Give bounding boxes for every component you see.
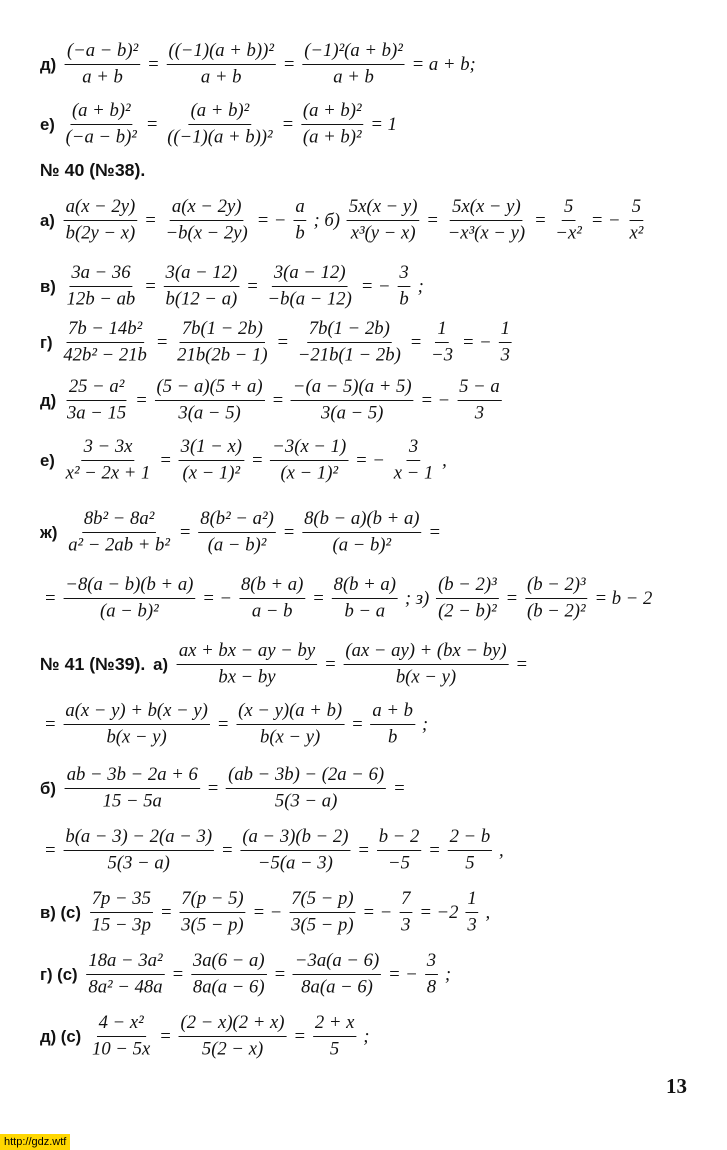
fraction xyxy=(64,100,139,148)
fraction xyxy=(448,826,493,874)
item-label: в) (с) xyxy=(40,902,81,922)
numerator: 7(p − 5) xyxy=(179,888,245,913)
denominator: 3a − 15 xyxy=(66,402,127,424)
numerator: a(x − y) + b(x − y) xyxy=(63,700,209,725)
fraction xyxy=(499,318,512,366)
fraction xyxy=(239,574,305,622)
fraction xyxy=(65,764,200,812)
numerator: (−1)²(a + b)² xyxy=(302,40,405,65)
denominator: −5(a − 3) xyxy=(257,852,333,874)
operator: ; xyxy=(417,275,424,297)
equation-line xyxy=(40,574,715,622)
fraction xyxy=(293,196,306,244)
numerator: 7(5 − p) xyxy=(289,888,355,913)
fraction xyxy=(198,508,275,556)
operator: = xyxy=(350,713,364,735)
operator: = − xyxy=(420,389,451,411)
fraction xyxy=(64,196,138,244)
item-label: д) xyxy=(40,54,57,74)
operator: = xyxy=(282,53,296,75)
equation-line xyxy=(40,318,715,366)
numerator: a(x − 2y) xyxy=(170,196,244,221)
denominator: b(2y − x) xyxy=(65,222,136,244)
denominator: x³(y − x) xyxy=(350,222,416,244)
denominator: 3(a − 5) xyxy=(321,402,384,424)
denominator: x² − 2x + 1 xyxy=(65,462,151,484)
item-label: д) xyxy=(40,390,57,410)
operator: = − xyxy=(388,963,418,985)
operator: = xyxy=(43,713,57,735)
operator: = xyxy=(276,331,289,353)
fraction xyxy=(175,318,269,366)
fraction xyxy=(65,40,140,88)
fraction xyxy=(296,318,403,366)
fraction xyxy=(63,826,214,874)
operator: = xyxy=(246,275,259,297)
operator: = xyxy=(271,389,285,411)
fraction xyxy=(226,764,386,812)
fraction xyxy=(436,574,499,622)
numerator: 5 xyxy=(562,196,575,221)
operator: = 1 xyxy=(370,113,397,135)
equation-line xyxy=(40,436,715,484)
fraction xyxy=(397,262,410,310)
operator: = xyxy=(293,1025,306,1047)
denominator: (a + b)² xyxy=(302,126,362,148)
denominator: x − 1 xyxy=(393,462,434,484)
operator: = xyxy=(171,963,185,985)
numerator: b(a − 3) − 2(a − 3) xyxy=(63,826,214,851)
fraction xyxy=(377,826,422,874)
fraction xyxy=(293,950,381,998)
operator: = xyxy=(515,653,528,675)
numerator: 7 xyxy=(399,888,412,913)
fraction xyxy=(191,950,267,998)
numerator: (b − 2)³ xyxy=(525,574,588,599)
fraction xyxy=(457,376,502,424)
denominator: 3 xyxy=(401,914,411,936)
numerator: 7b(1 − 2b) xyxy=(180,318,265,343)
denominator: a + b xyxy=(200,66,242,88)
denominator: −21b(1 − 2b) xyxy=(297,344,401,366)
operator: = xyxy=(312,587,325,609)
operator: = xyxy=(250,449,264,471)
numerator: 3(a − 12) xyxy=(164,262,240,287)
fraction xyxy=(236,700,344,748)
denominator: −x² xyxy=(555,222,582,244)
operator: = − xyxy=(360,275,391,297)
numerator: 4 − x² xyxy=(97,1012,146,1037)
operator: = xyxy=(281,113,295,135)
numerator: 1 xyxy=(435,318,448,343)
operator: = xyxy=(273,963,287,985)
fraction xyxy=(525,574,588,622)
numerator: (a + b)² xyxy=(189,100,252,125)
denominator: 3 xyxy=(467,914,477,936)
numerator: 5x(x − y) xyxy=(347,196,419,221)
item-label: а) xyxy=(153,654,169,674)
denominator: (b − 2)² xyxy=(526,600,586,622)
fraction xyxy=(165,100,274,148)
numerator: 5 xyxy=(630,196,643,221)
denominator: (a − b)² xyxy=(332,534,392,556)
fraction xyxy=(177,640,317,688)
fraction xyxy=(179,436,244,484)
fraction xyxy=(302,508,421,556)
numerator: 3 xyxy=(397,262,410,287)
fraction xyxy=(61,318,148,366)
numerator: 5 − a xyxy=(457,376,502,401)
operator: = xyxy=(144,209,157,231)
item-label: в) xyxy=(40,276,56,296)
item-label: а) xyxy=(40,210,55,230)
numerator: 8b² − 8a² xyxy=(82,508,156,533)
operator: = − xyxy=(461,331,492,353)
equation-line xyxy=(40,640,715,688)
operator: = xyxy=(159,449,172,471)
numerator: 3(1 − x) xyxy=(179,436,244,461)
fraction xyxy=(167,40,276,88)
denominator: 15 − 5a xyxy=(102,790,162,812)
numerator: 1 xyxy=(499,318,512,343)
denominator: (−a − b)² xyxy=(65,126,137,148)
fraction xyxy=(429,318,455,366)
numerator: (ax − ay) + (bx − by) xyxy=(343,640,508,665)
operator: = b − 2 xyxy=(594,587,653,609)
operator: = xyxy=(409,331,423,353)
fraction xyxy=(370,700,415,748)
operator: = xyxy=(220,839,234,861)
denominator: 12b − ab xyxy=(66,288,136,310)
numerator: 7b − 14b² xyxy=(66,318,144,343)
fraction xyxy=(289,888,355,936)
denominator: a + b xyxy=(82,66,123,88)
operator: ; xyxy=(363,1025,370,1047)
numerator: (x − y)(a + b) xyxy=(236,700,344,725)
denominator: 8a(a − 6) xyxy=(192,976,265,998)
fraction xyxy=(90,888,153,936)
numerator: 8(b + a) xyxy=(332,574,398,599)
fraction xyxy=(343,640,508,688)
numerator: 3(a − 12) xyxy=(272,262,348,287)
numerator: 3a(6 − a) xyxy=(191,950,267,975)
operator: = xyxy=(159,1025,172,1047)
numerator: 1 xyxy=(465,888,478,913)
item-label: г) xyxy=(40,332,53,352)
operator: = xyxy=(147,53,160,75)
equation-line xyxy=(40,764,715,812)
fraction xyxy=(155,376,265,424)
fraction xyxy=(446,196,527,244)
numerator: (ab − 3b) − (2a − 6) xyxy=(226,764,386,789)
numerator: 5x(x − y) xyxy=(450,196,522,221)
denominator: 8a(a − 6) xyxy=(301,976,373,998)
denominator: 5(2 − x) xyxy=(201,1038,264,1060)
numerator: 18a − 3a² xyxy=(86,950,164,975)
denominator: (x − 1)² xyxy=(280,462,339,484)
operator: = − xyxy=(256,209,287,231)
numerator: 7b(1 − 2b) xyxy=(307,318,392,343)
fraction xyxy=(66,508,172,556)
item-label: е) xyxy=(40,114,55,134)
operator: = xyxy=(145,113,159,135)
numerator: 7p − 35 xyxy=(90,888,153,913)
denominator: 3(a − 5) xyxy=(178,402,241,424)
denominator: (2 − b)² xyxy=(438,600,497,622)
operator: = − xyxy=(362,901,393,923)
equation-line xyxy=(40,40,715,88)
fraction xyxy=(65,376,128,424)
exercise-number: № 40 (№38). xyxy=(40,160,146,180)
fraction xyxy=(179,1012,287,1060)
denominator: b(12 − a) xyxy=(165,288,238,310)
fraction xyxy=(399,888,412,936)
equation-line xyxy=(40,262,715,310)
denominator: x² xyxy=(629,222,644,244)
item-label: е) xyxy=(40,450,55,470)
operator: = xyxy=(426,209,439,231)
fraction xyxy=(553,196,583,244)
operator: = xyxy=(533,209,547,231)
operator: = xyxy=(505,587,519,609)
fraction xyxy=(164,262,240,310)
operator: = a + b; xyxy=(411,53,476,75)
denominator: 3 xyxy=(500,344,510,366)
operator: = −2 xyxy=(419,901,459,923)
numerator: (b − 2)³ xyxy=(436,574,499,599)
page-number: 13 xyxy=(666,1074,687,1098)
denominator: a − b xyxy=(251,600,293,622)
operator: = xyxy=(159,901,173,923)
numerator: −3(x − 1) xyxy=(270,436,348,461)
denominator: −b(a − 12) xyxy=(267,288,352,310)
operator: = xyxy=(357,839,370,861)
numerator: 8(b − a)(b + a) xyxy=(302,508,421,533)
equation-line xyxy=(40,196,715,244)
fraction xyxy=(301,100,364,148)
equation-line xyxy=(40,508,715,556)
operator: = − xyxy=(252,901,283,923)
fraction xyxy=(266,262,354,310)
denominator: 10 − 5x xyxy=(92,1038,151,1060)
numerator: 3 − 3x xyxy=(82,436,135,461)
denominator: 3 xyxy=(474,402,485,424)
operator: = xyxy=(135,389,148,411)
fraction xyxy=(332,574,398,622)
operator: = − xyxy=(202,587,233,609)
denominator: b xyxy=(399,288,409,310)
fraction xyxy=(627,196,645,244)
operator: = xyxy=(392,777,406,799)
numerator: 25 − a² xyxy=(67,376,126,401)
denominator: 5(3 − a) xyxy=(107,852,170,874)
operator: = xyxy=(43,587,57,609)
exercise-number: № 41 (№39). xyxy=(40,654,146,674)
numerator: −(a − 5)(a + 5) xyxy=(291,376,414,401)
operator: , xyxy=(499,839,504,861)
denominator: (x − 1)² xyxy=(182,462,241,484)
equation-line xyxy=(40,826,715,874)
numerator: 3 xyxy=(425,950,438,975)
denominator: 8 xyxy=(426,976,437,998)
denominator: 3(5 − p) xyxy=(291,914,354,936)
denominator: b(x − y) xyxy=(259,726,321,748)
equation-line xyxy=(40,100,715,148)
operator: = xyxy=(282,521,296,543)
denominator: 21b(2b − 1) xyxy=(177,344,268,366)
numerator: −8(a − b)(b + a) xyxy=(63,574,195,599)
numerator: (a − 3)(b − 2) xyxy=(240,826,350,851)
operator: = xyxy=(206,777,220,799)
numerator: (5 − a)(5 + a) xyxy=(155,376,265,401)
fraction xyxy=(63,574,195,622)
equation-line xyxy=(40,376,715,424)
operator: = xyxy=(323,653,337,675)
denominator: 8a² − 48a xyxy=(88,976,163,998)
fraction xyxy=(392,436,435,484)
denominator: (a − b)² xyxy=(207,534,267,556)
denominator: −b(x − 2y) xyxy=(165,222,248,244)
numerator: (a + b)² xyxy=(70,100,133,125)
denominator: b(x − y) xyxy=(395,666,457,688)
operator: ; з) xyxy=(404,587,430,609)
numerator: ((−1)(a + b))² xyxy=(167,40,276,65)
equation-line xyxy=(40,1012,715,1060)
denominator: ((−1)(a + b))² xyxy=(167,126,273,148)
numerator: (−a − b)² xyxy=(65,40,140,65)
numerator: a(x − 2y) xyxy=(64,196,138,221)
fraction xyxy=(86,950,164,998)
numerator: (2 − x)(2 + x) xyxy=(179,1012,287,1037)
item-label: ж) xyxy=(40,522,58,542)
denominator: bx − by xyxy=(218,666,276,688)
fraction xyxy=(302,40,405,88)
fraction xyxy=(291,376,414,424)
fraction xyxy=(270,436,348,484)
operator: = − xyxy=(590,209,621,231)
denominator: −3 xyxy=(431,344,454,366)
fraction xyxy=(347,196,419,244)
fraction xyxy=(65,262,138,310)
fraction xyxy=(164,196,250,244)
numerator: ax + bx − ay − by xyxy=(177,640,317,665)
operator: = xyxy=(43,839,57,861)
numerator: 2 − b xyxy=(448,826,493,851)
operator: ; xyxy=(444,963,452,985)
denominator: b(x − y) xyxy=(106,726,167,748)
numerator: (a + b)² xyxy=(301,100,364,125)
denominator: b xyxy=(295,222,305,244)
denominator: b − a xyxy=(344,600,386,622)
denominator: 42b² − 21b xyxy=(63,344,147,366)
denominator: 15 − 3p xyxy=(91,914,151,936)
fraction xyxy=(63,700,209,748)
item-label: д) (с) xyxy=(40,1026,82,1046)
denominator: −5 xyxy=(388,852,410,874)
operator: = xyxy=(178,521,192,543)
fraction xyxy=(64,436,153,484)
operator: = xyxy=(144,275,157,297)
numerator: 3 xyxy=(407,436,420,461)
denominator: a² − 2ab + b² xyxy=(68,534,170,556)
equation-line xyxy=(40,950,715,998)
numerator: a xyxy=(293,196,306,221)
numerator: 3a − 36 xyxy=(69,262,132,287)
operator: , xyxy=(485,901,491,923)
denominator: 5 xyxy=(329,1038,340,1060)
fraction xyxy=(179,888,245,936)
numerator: a + b xyxy=(370,700,415,725)
fraction xyxy=(425,950,438,998)
operator: = − xyxy=(355,449,385,471)
fraction xyxy=(240,826,350,874)
denominator: (a − b)² xyxy=(100,600,159,622)
item-label: г) (с) xyxy=(40,964,78,984)
denominator: b xyxy=(388,726,398,748)
operator: = xyxy=(216,713,230,735)
operator: = xyxy=(428,839,441,861)
numerator: ab − 3b − 2a + 6 xyxy=(65,764,200,789)
denominator: −x³(x − y) xyxy=(447,222,526,244)
operator: = xyxy=(428,521,441,543)
operator: , xyxy=(442,449,447,471)
denominator: 5(3 − a) xyxy=(274,790,338,812)
operator: = xyxy=(155,331,169,353)
denominator: a + b xyxy=(333,66,374,88)
denominator: 3(5 − p) xyxy=(181,914,244,936)
equation-line xyxy=(40,160,715,181)
numerator: 8(b + a) xyxy=(239,574,305,599)
denominator: 5 xyxy=(465,852,475,874)
fraction xyxy=(465,888,478,936)
equation-line xyxy=(40,700,715,748)
operator: ; б) xyxy=(313,209,341,231)
item-label: б) xyxy=(40,778,56,798)
watermark-link[interactable]: http://gdz.wtf xyxy=(0,1134,70,1150)
fraction xyxy=(313,1012,356,1060)
fraction xyxy=(90,1012,152,1060)
numerator: b − 2 xyxy=(377,826,422,851)
numerator: 2 + x xyxy=(313,1012,356,1037)
numerator: 8(b² − a²) xyxy=(198,508,275,533)
equation-line xyxy=(40,888,715,936)
numerator: −3a(a − 6) xyxy=(293,950,381,975)
operator: ; xyxy=(421,713,429,735)
